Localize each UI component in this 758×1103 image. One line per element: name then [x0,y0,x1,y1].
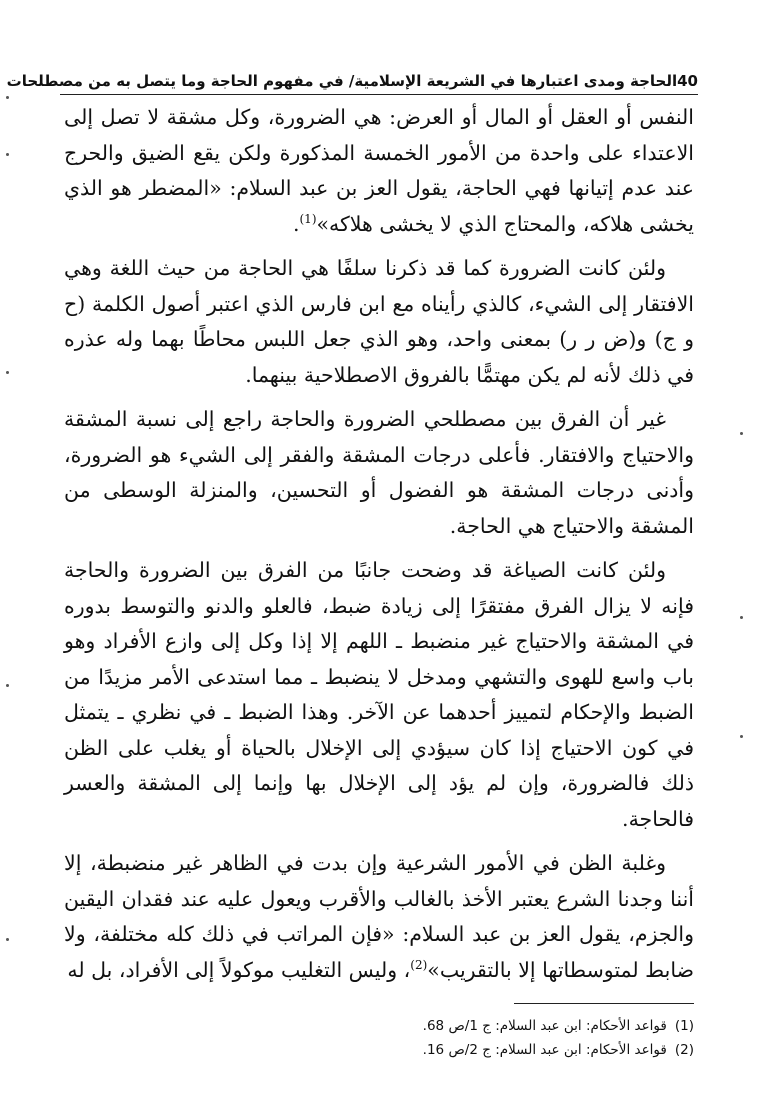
paragraph-4: ولئن كانت الصياغة قد وضحت جانبًا من الفرق بين الضرورة والحاجة فإنه لا يزال الفرق مفتقرًا إلى زيادة ضبط، فالعلو والدنو والتوسط بدوره في المشقة والاحتياج غير منضبط ـ اللهم إلا إذا وكل إلى وازع الأفراد وهو باب واسع للهوى والتشهي ومدخل لا ينضبط ـ مما استدعى الأمر مزيدًا من الضبط والإحكام لتمييز أحدهما عن الآخر. وهذا الضبط ـ في نظري ـ يتمثل في كون الاحتياج إذا كان سيؤدي إلى الإخلال بالحياة أو يغلب على الظن ذلك فالضرورة، وإن لم يؤد إلى الإخلال بها وإنما إلى المشقة والعسر فالحاجة. [64,558,695,831]
paragraph-3: غير أن الفرق بين مصطلحي الضرورة والحاجة راجع إلى نسبة المشقة والاحتياج والافتقار. فأعلى درجات المشقة والفقر إلى الشيء هو الضرورة، وأدنى درجات المشقة هو الفضول أو التحسين، والمنزلة الوسطى من المشقة والاحتياج هي الحاجة. [64,407,694,538]
paragraph-1-text: النفس أو العقل أو المال أو العرض: هي الضرورة، وكل مشقة لا تصل إلى الاعتداء على واحدة من الأمور الخمسة المذكورة ولكن يقع الضيق والحرج عند عدم إتيانها فهي الحاجة، يقول العز بن عبد السلام: «المضطر هو الذي يخشى هلاكه، والمحتاج الذي لا يخشى هلاكه» [64,105,694,236]
paragraph-5-text: وغلبة الظن في الأمور الشرعية وإن بدت في الظاهر غير منضبطة، إلا أننا وجدنا الشرع يعتبر الأخذ بالغالب والأقرب ويعول عليه عند فقدان اليقين والجزم، يقول العز بن عبد السلام: «فإن المراتب في ذلك كله مختلفة، ولا ضابط لمتوسطاتها إلا بالتقريب» [64,851,694,982]
scan-speck [6,371,9,374]
scan-speck [6,938,9,941]
footnote-ref-1: (1) [299,211,317,226]
footnotes [64,1014,694,1062]
footnote-separator [514,1003,694,1004]
running-title: الحاجة ومدى اعتبارها في الشريعة الإسلامية/ في مفهوم الحاجة وما يتصل به من مصطلحات [6,72,678,90]
footnote-1-number: (1) [674,1018,694,1034]
scan-speck [6,684,9,687]
paragraph-1-end: . [292,211,300,236]
paragraph-5-end: ، وليس التغليب موكولاً إلى الأفراد، بل له [67,957,411,982]
footnote-1 [64,1014,694,1038]
page-number: 40 [677,72,698,90]
paragraph-5 [64,846,694,988]
footnote-2 [64,1038,694,1062]
footnote-2-text: قواعد الأحكام: ابن عبد السلام: ج 2/ص 16. [422,1042,667,1058]
scan-speck [6,153,9,156]
scan-speck [740,616,743,619]
footnote-ref-2: (2) [410,957,428,972]
page-body [64,100,694,997]
scan-speck [740,432,743,435]
paragraph-1 [64,100,694,242]
scan-speck [6,96,9,99]
footnote-2-number: (2) [674,1042,694,1058]
scan-speck [740,735,743,738]
running-header [6,60,698,95]
paragraph-2: ولئن كانت الضرورة كما قد ذكرنا سلفًا هي الحاجة من حيث اللغة وهي الافتقار إلى الشيء، كالذي رأيناه مع ابن فارس الذي اعتبر أصول الكلمة (ح و ج) و(ض ر ر) بمعنى واحد، وهو الذي جعل اللبس محاطًا بهما وله عذره في ذلك لأنه لم يكن مهتمًّا بالفروق الاصطلاحية بينهما. [64,256,694,387]
footnote-1-text: قواعد الأحكام: ابن عبد السلام: ج 1/ص 68. [422,1018,667,1034]
